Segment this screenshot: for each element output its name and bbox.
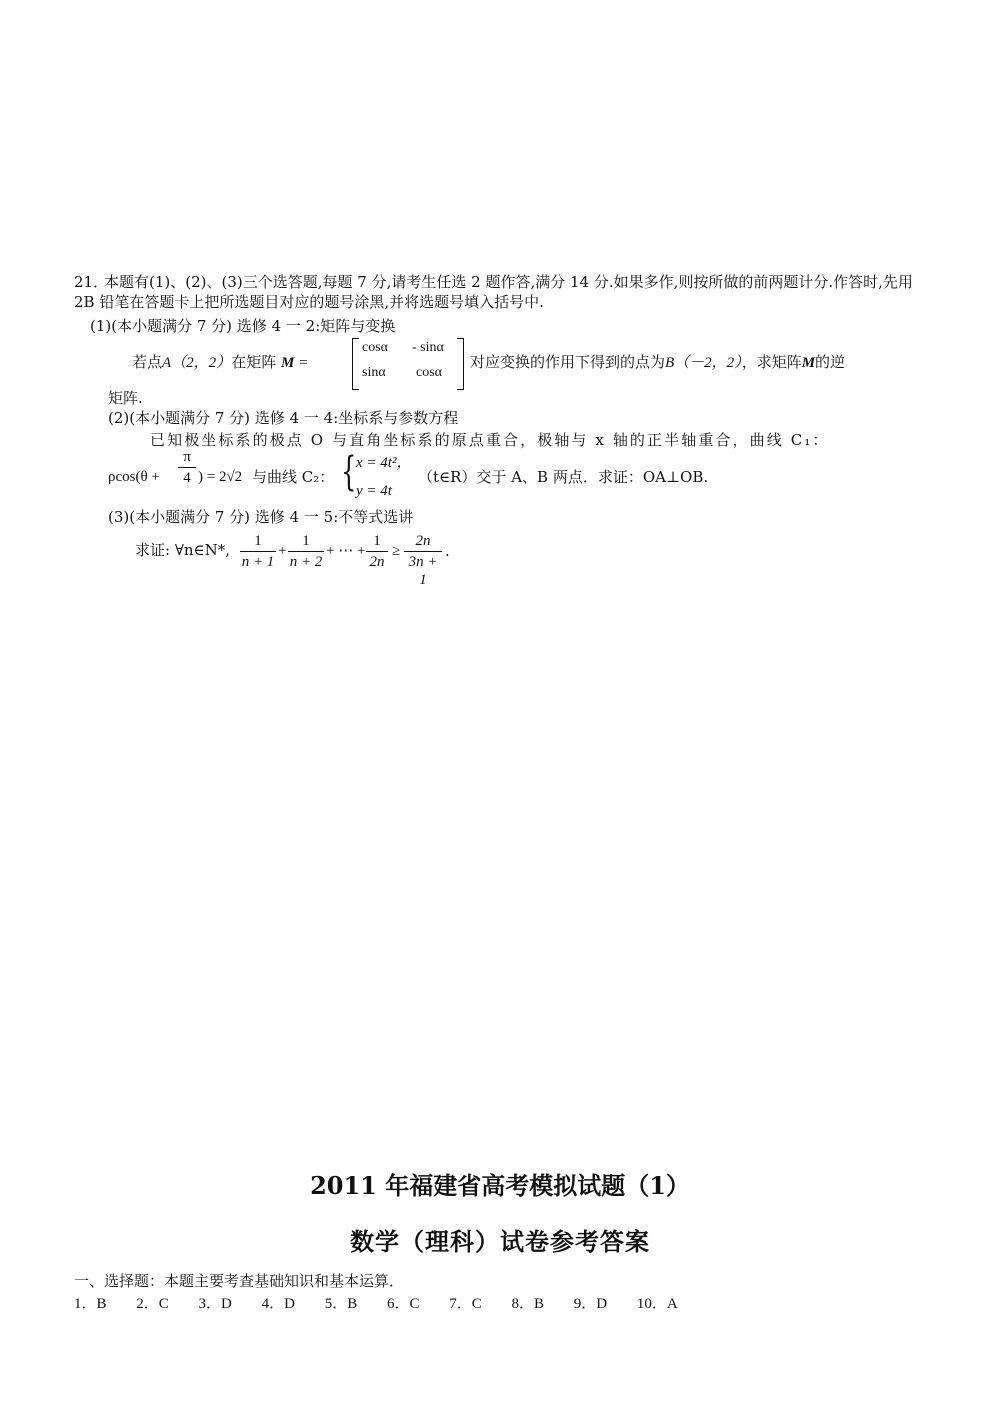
f2-num: 1 [302, 533, 310, 549]
f3-bar [366, 551, 388, 552]
question-intro-text: 本题有(1)、(2)、(3)三个选答题,每题 7 分,请考生任选 2 题作答,满分 14 分.如果多作,则按所做的前两题计分.作答时,先用 2B 铅笔在答题卡上把所选题目对应的题号涂黑,并将选题号填入括号中. [74, 273, 913, 311]
pi-over-4-fraction [178, 448, 196, 487]
part1-text-matrix: 在矩阵 [231, 353, 277, 371]
matrix-r2c2: cosα [416, 365, 442, 380]
part2-header: (2)(本小题满分 7 分) 选修 4 一 4:坐标系与参数方程 [108, 409, 459, 427]
rho-prefix: ρcos(θ + [108, 469, 160, 485]
equals-sign: = [299, 355, 308, 371]
f1-den: n + 1 [241, 554, 275, 570]
fraction-4 [404, 532, 442, 589]
fraction-2 [288, 532, 324, 571]
fraction-3 [366, 532, 388, 571]
f3-den: 2n [369, 554, 385, 570]
question-21-intro [74, 272, 934, 312]
f1-num: 1 [254, 533, 262, 549]
answer-item: 9．D [573, 1296, 608, 1312]
answer-item: 1．B [74, 1296, 107, 1312]
frac-bar [178, 467, 196, 468]
answer-item: 8．B [511, 1296, 545, 1312]
part1-text-end: ，求矩阵 [741, 353, 802, 371]
matrix-r1c1: cosα [362, 340, 388, 355]
f2-bar [288, 551, 324, 552]
f4-bar [404, 551, 442, 552]
part1-continue: 矩阵. [108, 389, 143, 407]
answer-key-title: 2011 年福建省高考模拟试题（1） [310, 1171, 690, 1200]
system-x: x = 4t²， [356, 455, 412, 471]
system-y: y = 4t [356, 483, 392, 499]
matrix-symbol: M [280, 355, 295, 371]
part1-header: (1)(本小题满分 7 分) 选修 4 一 2:矩阵与变换 [90, 317, 396, 335]
frac-numerator: π [183, 449, 191, 465]
f1-bar [240, 551, 276, 552]
geq-sign: ≥ [392, 543, 401, 559]
f2-den: n + 2 [289, 554, 323, 570]
answer-item: 5．B [324, 1296, 358, 1312]
fraction-1 [240, 532, 276, 571]
point-b: B（－2，2） [665, 355, 742, 371]
part3-header: (3)(本小题满分 7 分) 选修 4 一 5:不等式选讲 [108, 508, 414, 526]
curve2-label: 与曲线 C₂： [252, 468, 335, 486]
part1-statement-rest [470, 352, 845, 373]
answer-item: 4．D [261, 1296, 295, 1312]
matrix-symbol-2: M [801, 355, 816, 371]
f3-num: 1 [373, 533, 381, 549]
question-number: 21． [74, 273, 109, 291]
part2-line1: 已知极坐标系的极点 O 与直角坐标系的原点重合，极轴与 x 轴的正半轴重合，曲线 C₁： [150, 431, 830, 449]
plus-ellipsis: + ⋯ + [326, 543, 366, 559]
part2-condition: （t∈R）交于 A、B 两点．求证：OA⊥OB. [418, 468, 709, 486]
rotation-matrix [352, 338, 464, 388]
inequality-end: . [445, 542, 450, 560]
plus-sign-1: + [278, 543, 287, 559]
matrix-left-bracket [352, 338, 359, 390]
part1-text-after: 对应变换的作用下得到的点为 [470, 353, 666, 371]
answer-item: 7．C [449, 1296, 482, 1312]
answer-item: 6．C [386, 1296, 420, 1312]
answer-key-subtitle: 数学（理科）试卷参考答案 [350, 1228, 650, 1256]
part1-statement [132, 352, 308, 373]
f4-num: 2n [415, 533, 431, 549]
f4-den: 3n + 1 [408, 554, 438, 588]
matrix-right-bracket [457, 338, 464, 390]
answer-item: 2．C [136, 1296, 169, 1312]
answer-item: 10．A [636, 1296, 678, 1312]
section-1-heading: 一、选择题：本题主要考查基础知识和基本运算． [74, 1272, 405, 1290]
inequality-prefix: 求证: ∀n∈N*, [135, 541, 231, 559]
matrix-r1c2: - sinα [412, 340, 444, 355]
point-a: A（2，2） [162, 355, 232, 371]
system-brace: { [341, 449, 357, 495]
matrix-r2c1: sinα [362, 365, 386, 380]
part1-text-before: 若点 [132, 353, 163, 371]
rho-suffix: ) = 2√2 [198, 469, 243, 485]
part1-text-tail: 的逆 [815, 353, 846, 371]
answer-item: 3．D [198, 1296, 232, 1312]
multiple-choice-answers [74, 1292, 704, 1313]
frac-denominator: 4 [183, 470, 191, 486]
